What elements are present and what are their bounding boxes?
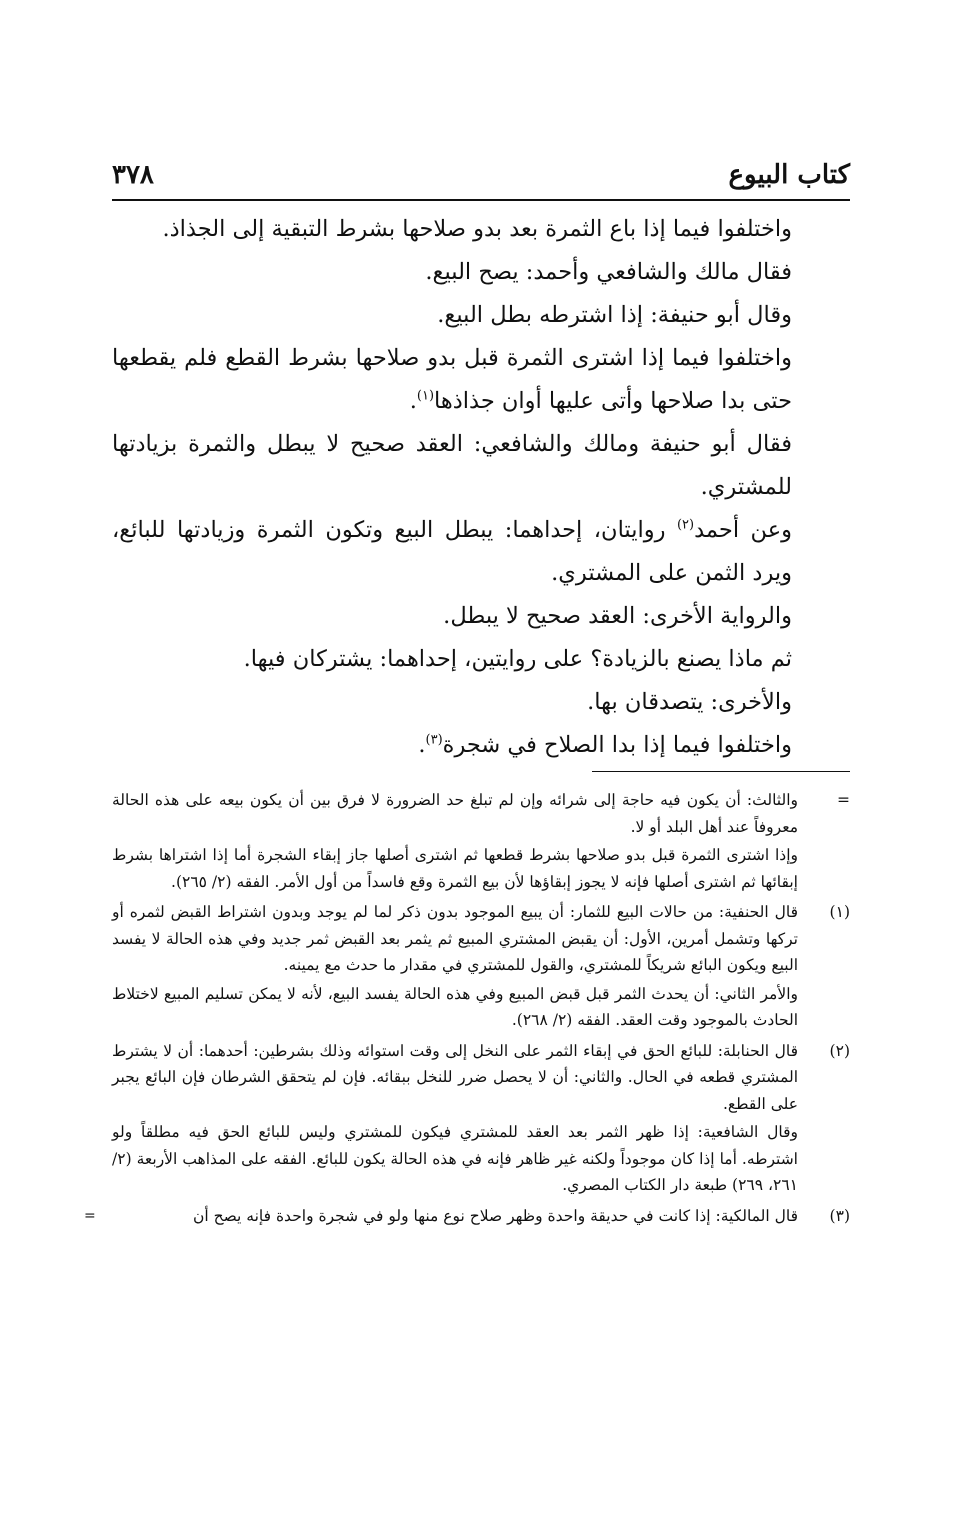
footnote-paragraph <box>112 981 850 1034</box>
footnote-text: والأمر الثاني: أن يحدث الثمر قبل قبض المبيع وفي هذه الحالة يفسد البيع، لأنه لا يمكن تسليم المبيع لاختلاط الحادث بالموجود وقت العقد. الفقه (٢/ ٢٦٨). <box>112 984 798 1029</box>
paragraph <box>112 337 850 423</box>
footnote-text: وقال الشافعية: إذا ظهر الثمر بعد العقد للمشتري فيكون للمشتري وليس للبائع الحق فيه مطلقاً ولو اشترطه. أما إذا كان موجوداً ولكنه غير ظاهر فإنه في هذه الحالة يكون للبائع. الفقه على المذاهب الأربعة (٢/ ٢٦١، ٢٦٩) طبعة دار الكتاب المصري. <box>112 1123 798 1194</box>
footnote-paragraph <box>112 1119 850 1199</box>
footnote-text: والثالث: أن يكون فيه حاجة إلى شرائه وإن لم تبلغ حد الضرورة لا فرق بين أن يكون بيعه على هذه الحالة معروفاً عند أهل البلد أو لا. <box>112 791 798 836</box>
footnote-2 <box>112 1038 850 1118</box>
footnote-text: قال الحنفية: من حالات البيع للثمار: أن يبيع الموجود بدون ذكر لما لم يوجد وبدون اشتراط القبض لثمره أو تركها وتشمل أمرين، الأول: أن يقبض المشتري المبيع ثم يثمر بعد القبض ثمر جديد وفي هذه الحالة لا يفسد البيع ويكون البائع شريكاً للمشتري، والقول للمشتري في مقدار ما حدث مع يمينه. <box>112 903 798 974</box>
chapter-title: كتاب البيوع <box>728 160 850 190</box>
footnote-text: قال الحنابلة: للبائع الحق في إبقاء الثمر على النخل إلى وقت استوائه وذلك بشرطين: أحدهما: أن لا يشترط المشتري قطعه في الحال. والثاني: أن لا يحصل ضرر للنخل ببقائه. فإن لم يتحقق الشرطان فإن البائع يجبر على القطع. <box>112 1041 798 1113</box>
paragraph: فقال مالك والشافعي وأحمد: يصح البيع. <box>425 259 792 285</box>
paragraph <box>112 509 850 595</box>
footnote-number: (٢) <box>829 1041 850 1060</box>
paragraph: واختلفوا فيما إذا باع الثمرة بعد بدو صلاحها بشرط التبقية إلى الجذاذ. <box>162 216 792 242</box>
footnote-ref: (١) <box>416 388 435 404</box>
paragraph: وقال أبو حنيفة: إذا اشترطه بطل البيع. <box>437 302 792 328</box>
paragraph-text: روايتان، إحداهما: يبطل البيع وتكون الثمرة وزيادتها للبائع، ويرد الثمن على المشتري. <box>112 517 792 586</box>
footnote-number: (٣) <box>829 1206 850 1225</box>
paragraph-end: . <box>418 732 426 758</box>
footnote-text: وإذا اشترى الثمرة قبل بدو صلاحها بشرط قطعها ثم اشترى أصلها جاز إبقاء الشجرة أما إذا اشتراها بشرط إبقائها ثم اشترى أصلها فإنه لا يجوز إبقاؤها لأن بيع الثمرة وقع فاسداً من أول الأمر. الفقه (٢/ ٢٦٥). <box>112 846 798 891</box>
footnote-ref: (٣) <box>425 732 443 748</box>
footnotes <box>84 787 850 1233</box>
footnote-text: قال المالكية: إذا كانت في حديقة واحدة وظهر صلاح نوع منها ولو في شجرة واحدة فإنه يصح أن <box>192 1206 798 1225</box>
footnote-number: (١) <box>829 903 850 921</box>
footnote-3 <box>84 1203 850 1230</box>
paragraph: والأخرى: يتصدقان بها. <box>587 689 792 715</box>
paragraph-text: واختلفوا فيما إذا بدا الصلاح في شجرة <box>442 732 792 758</box>
continuation-mark: = <box>84 1207 96 1224</box>
running-header <box>112 158 850 202</box>
paragraph: ثم ماذا يصنع بالزيادة؟ على روايتين، إحداهما: يشتركان فيها. <box>243 646 792 672</box>
header-rule <box>112 199 850 201</box>
footnote-ref: (٢) <box>676 517 695 533</box>
paragraph-text: واختلفوا فيما إذا اشترى الثمرة قبل بدو صلاحها بشرط القطع فلم يقطعها حتى بدا صلاحها وأتى عليها أوان جذاذها <box>112 345 792 414</box>
paragraph <box>112 724 850 767</box>
paragraph-end: . <box>409 388 417 414</box>
main-text <box>112 208 850 767</box>
paragraph: والرواية الأخرى: العقد صحيح لا يبطل. <box>443 603 792 629</box>
paragraph: فقال أبو حنيفة ومالك والشافعي: العقد صحيح لا يبطل والثمرة بزيادتها للمشتري. <box>112 431 792 500</box>
continuation-mark: = <box>837 791 850 809</box>
footnote-paragraph <box>112 842 850 895</box>
page-number: ٣٧٨ <box>112 160 154 190</box>
footnote-separator <box>592 771 850 772</box>
footnote-1 <box>112 899 850 979</box>
footnote-continued <box>112 787 850 840</box>
paragraph-text: وعن أحمد <box>694 517 792 543</box>
